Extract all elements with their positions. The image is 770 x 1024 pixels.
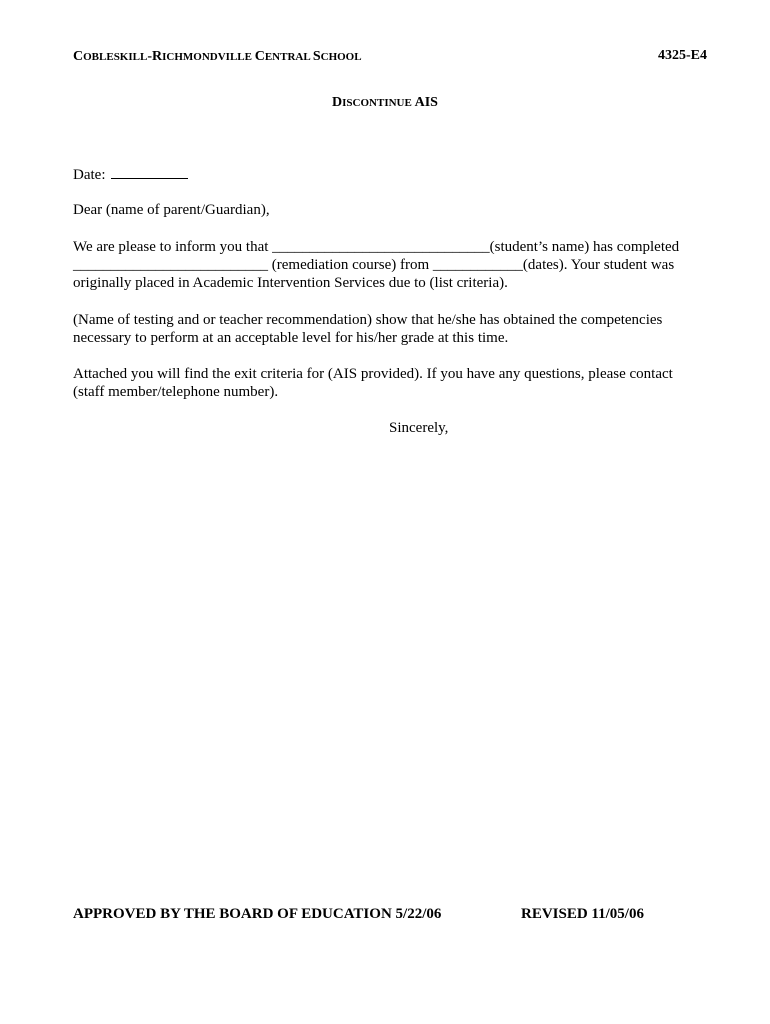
school-name-part: ICHMONDVILLE bbox=[162, 51, 255, 63]
title-part: ISCONTINUE bbox=[342, 97, 415, 109]
title-acronym: AIS bbox=[414, 95, 438, 110]
date-blank bbox=[111, 166, 188, 179]
paragraph-line: (Name of testing and or teacher recommendation) show that he/she has obtained the competencies bbox=[73, 312, 663, 328]
title-initial: D bbox=[332, 95, 343, 110]
date-line bbox=[73, 166, 188, 184]
paragraph-line: originally placed in Academic Intervention Services due to (list criteria). bbox=[73, 275, 508, 291]
policy-code: 4325-E4 bbox=[658, 48, 707, 63]
date-label: Date: bbox=[73, 167, 106, 183]
school-name-initial: -R bbox=[147, 49, 163, 64]
school-name bbox=[73, 48, 362, 65]
paragraph-inform bbox=[73, 238, 713, 292]
paragraph-line: Attached you will find the exit criteria for (AIS provided). If you have any questions, please contact bbox=[73, 366, 673, 382]
school-name-part: ENTRAL bbox=[264, 51, 313, 63]
paragraph-line: We are please to inform you that _____________________________(student’s name) has completed bbox=[73, 239, 680, 255]
revised-note: REVISED 11/05/06 bbox=[521, 906, 644, 922]
school-name-initial: C bbox=[254, 49, 265, 64]
school-name-part: OBLESKILL bbox=[83, 51, 148, 63]
paragraph-testing bbox=[73, 311, 713, 347]
school-name-part: CHOOL bbox=[320, 51, 362, 63]
school-name-initial: S bbox=[312, 49, 321, 64]
document-title bbox=[0, 94, 770, 111]
paragraph-line: necessary to perform at an acceptable level for his/her grade at this time. bbox=[73, 330, 509, 346]
school-name-initial: C bbox=[73, 49, 84, 64]
paragraph-line: (staff member/telephone number). bbox=[73, 384, 279, 400]
closing: Sincerely, bbox=[389, 420, 449, 436]
approved-note: APPROVED BY THE BOARD OF EDUCATION 5/22/06 bbox=[73, 906, 442, 922]
paragraph-attached bbox=[73, 365, 713, 401]
salutation: Dear (name of parent/Guardian), bbox=[73, 202, 270, 218]
paragraph-line: __________________________ (remediation course) from ____________(dates). Your student was bbox=[73, 257, 675, 273]
